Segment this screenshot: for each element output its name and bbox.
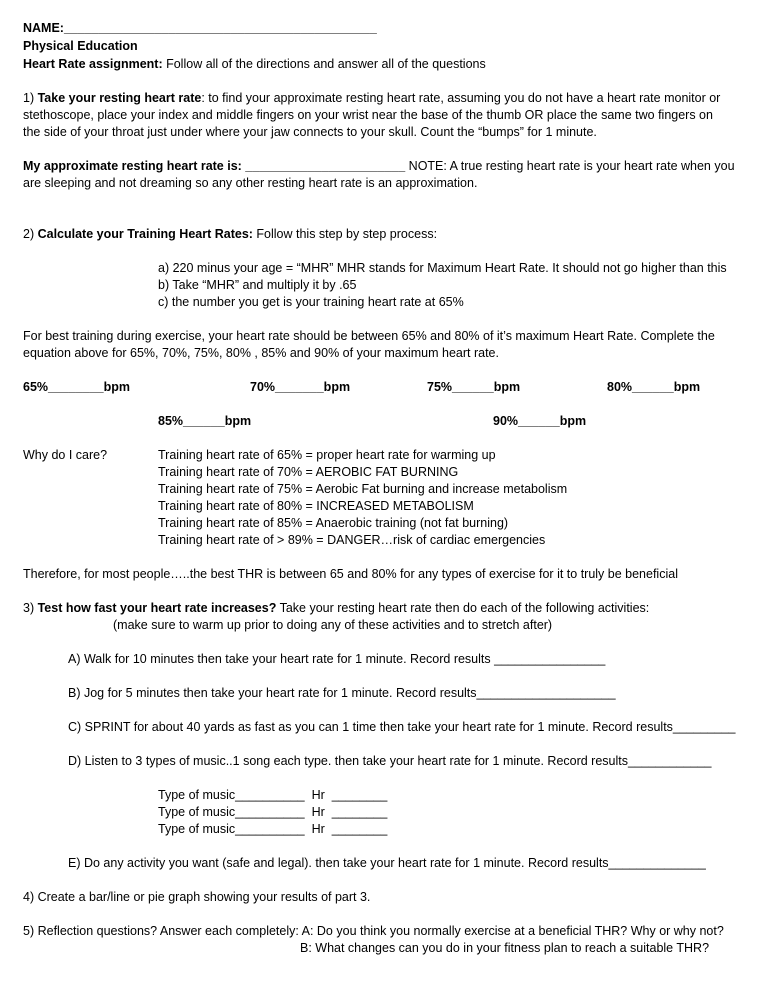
q2-step-c: c) the number you get is your training heart rate at 65%: [158, 295, 464, 309]
q1-line1: [23, 90, 720, 107]
q2-step-a: a) 220 minus your age = “MHR” MHR stands for Maximum Heart Rate. It should not go higher than this: [158, 261, 727, 275]
why-item: Training heart rate of 85% = Anaerobic training (not fat burning): [158, 516, 509, 530]
q2-title: Calculate your Training Heart Rates:: [37, 227, 253, 241]
q3-title: Test how fast your heart rate increases?: [37, 601, 277, 615]
q1-number: 1): [23, 91, 38, 105]
q1-line1-text: : to find your approximate resting heart rate, assuming you do not have a heart rate monitor or: [201, 91, 721, 105]
resting-rate-field[interactable]: My approximate resting heart rate is: _______________________: [23, 159, 406, 173]
blank-65[interactable]: 65%________bpm: [23, 380, 131, 394]
assignment-label: Heart Rate assignment:: [23, 57, 163, 71]
q5-text: 5) Reflection questions? Answer each completely: A: Do you think you normally exercise at a beneficial THR? Why or why not?: [23, 924, 724, 938]
q3-number: 3): [23, 601, 38, 615]
blank-70[interactable]: 70%_______bpm: [250, 380, 351, 394]
resting-note-2: are sleeping and not dreaming so any other resting heart rate is an approximation.: [23, 176, 478, 190]
why-label: Why do I care?: [23, 448, 108, 462]
music-row[interactable]: Type of music__________ Hr ________: [158, 788, 388, 802]
blank-90[interactable]: 90%______bpm: [493, 414, 587, 428]
why-item: Training heart rate of 80% = INCREASED METABOLISM: [158, 499, 474, 513]
q1-line2: stethoscope, place your index and middle fingers on your wrist near the base of the thumb OR place the same two fingers on: [23, 108, 713, 122]
why-item: Training heart rate of 70% = AEROBIC FAT BURNING: [158, 465, 459, 479]
q2-step-b: b) Take “MHR” and multiply it by .65: [158, 278, 357, 292]
q3-intro: Take your resting heart rate then do each of the following activities:: [276, 601, 650, 615]
q3-heading: [23, 600, 649, 617]
q3-note: (make sure to warm up prior to doing any of these activities and to stretch after): [113, 618, 553, 632]
q3-item-e[interactable]: E) Do any activity you want (safe and legal). then take your heart rate for 1 minute. Record results______________: [68, 856, 706, 870]
q3-item-d[interactable]: D) Listen to 3 types of music..1 song each type. then take your heart rate for 1 minute. Record results____________: [68, 754, 712, 768]
blank-75[interactable]: 75%______bpm: [427, 380, 521, 394]
blank-85[interactable]: 85%______bpm: [158, 414, 252, 428]
q2-para-1: For best training during exercise, your heart rate should be between 65% and 80% of it’s maximum Heart Rate. Complete the: [23, 329, 715, 343]
why-item: Training heart rate of 65% = proper heart rate for warming up: [158, 448, 496, 462]
assignment-line: [23, 56, 486, 73]
q3-item-a[interactable]: A) Walk for 10 minutes then take your heart rate for 1 minute. Record results ________________: [68, 652, 606, 666]
q1-line3: the side of your throat just under where your jaw connects to your skull. Count the “bumps” for 1 minute.: [23, 125, 597, 139]
q2-heading: [23, 226, 437, 243]
music-row[interactable]: Type of music__________ Hr ________: [158, 805, 388, 819]
q2-intro: Follow this step by step process:: [252, 227, 438, 241]
name-field[interactable]: NAME:_____________________________________________: [23, 21, 377, 35]
resting-note: NOTE: A true resting heart rate is your heart rate when you: [405, 159, 735, 173]
q3-item-b[interactable]: B) Jog for 5 minutes then take your heart rate for 1 minute. Record results____________________: [68, 686, 616, 700]
q5-b-text: B: What changes can you do in your fitness plan to reach a suitable THR?: [300, 941, 710, 955]
therefore-text: Therefore, for most people…..the best THR is between 65 and 80% for any types of exercise for it to truly be beneficial: [23, 567, 678, 581]
q3-item-c[interactable]: C) SPRINT for about 40 yards as fast as you can 1 time then take your heart rate for 1 minute. Record results_________: [68, 720, 736, 734]
resting-rate-line: [23, 158, 735, 175]
subject-heading: Physical Education: [23, 39, 138, 53]
assignment-text: Follow all of the directions and answer all of the questions: [162, 57, 486, 71]
q2-para-2: equation above for 65%, 70%, 75%, 80% , 85% and 90% of your maximum heart rate.: [23, 346, 499, 360]
q4-text: 4) Create a bar/line or pie graph showing your results of part 3.: [23, 890, 371, 904]
music-row[interactable]: Type of music__________ Hr ________: [158, 822, 388, 836]
why-item: Training heart rate of > 89% = DANGER…risk of cardiac emergencies: [158, 533, 546, 547]
q1-title: Take your resting heart rate: [37, 91, 202, 105]
blank-80[interactable]: 80%______bpm: [607, 380, 701, 394]
why-item: Training heart rate of 75% = Aerobic Fat burning and increase metabolism: [158, 482, 568, 496]
q2-number: 2): [23, 227, 38, 241]
